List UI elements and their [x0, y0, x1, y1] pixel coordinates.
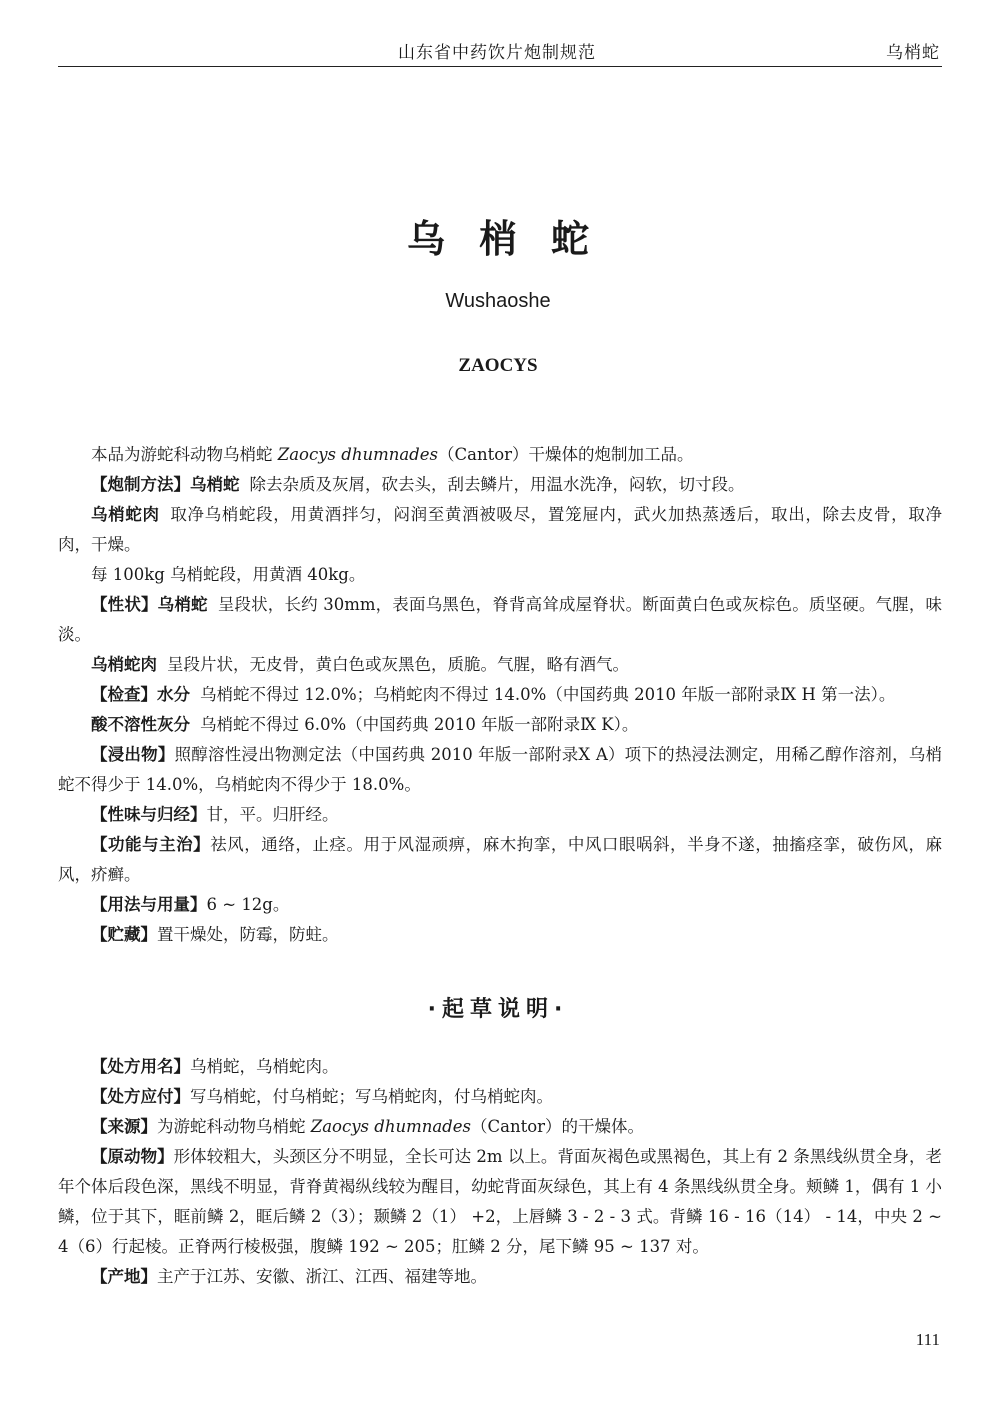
functions-text: 祛风，通络，止痉。用于风湿顽痹，麻木拘挛，中风口眼㖞斜，半身不遂，抽搐痉挛，破伤风，麻风，疥癣。	[58, 835, 943, 884]
source-text: 为游蛇科动物乌梢蛇	[157, 1117, 311, 1136]
header-rule	[58, 66, 942, 67]
animal-paragraph	[58, 1142, 942, 1262]
nature-paragraph	[58, 800, 942, 830]
dosage-text: 6 ~ 12g。	[206, 895, 290, 914]
running-header	[58, 36, 942, 70]
processing-text1: 除去杂质及灰屑，砍去头，刮去鳞片，用温水洗净，闷软，切寸段。	[249, 475, 745, 494]
source-latin: Zaocys dhumnades	[310, 1117, 471, 1136]
entry-pinyin: Wushaoshe	[445, 290, 551, 312]
characteristics-text2: 呈段片状，无皮骨，黄白色或灰黑色，质脆。气腥，略有酒气。	[167, 655, 629, 674]
origin-label: 【产地】	[91, 1267, 157, 1286]
prescription-dispense-text: 写乌梢蛇，付乌梢蛇；写乌梢蛇肉，付乌梢蛇肉。	[190, 1087, 553, 1106]
processing-ratio: 每 100kg 乌梢蛇段，用黄酒 40kg。	[91, 565, 366, 584]
section-title: ·起草说明·	[427, 997, 569, 1022]
monograph-body	[58, 440, 942, 950]
characteristics-sub1: 乌梢蛇	[157, 595, 208, 614]
intro-latin: Zaocys dhumnades	[277, 445, 438, 464]
prescription-name-text: 乌梢蛇，乌梢蛇肉。	[190, 1057, 339, 1076]
inspection-sub1: 水分	[157, 685, 190, 704]
extract-text: 照醇溶性浸出物测定法（中国药典 2010 年版一部附录Ⅹ A）项下的热浸法测定，用稀乙醇作溶剂，乌梢蛇不得少于 14.0%，乌梢蛇肉不得少于 18.0%。	[58, 745, 942, 794]
header-entry-name: 乌梢蛇	[886, 43, 940, 63]
animal-text: 形体较粗大，头颈区分不明显，全长可达 2m 以上。背面灰褐色或黑褐色，其上有 2 条黑线纵贯全身，老年个体后段色深，黑线不明显，背脊黄褐纵线较为醒目，幼蛇背面灰绿色，其上有 4 条黑线纵贯全身。颊鳞 1，偶有 1 小鳞，位于其下，眶前鳞 2，眶后鳞 2（3）；颞鳞 2（1） +2，上唇鳞 3 - 2 - 3 式。背鳞 16 - 16（14） - 14，中央 2 ~ 4（6）行起棱。正脊两行棱极强，腹鳞 192 ~ 205；肛鳞 2 分，尾下鳞 95 ~ 137 对。	[58, 1147, 943, 1256]
entry-latin-name: ZAOCYS	[458, 355, 538, 376]
origin-text: 主产于江苏、安徽、浙江、江西、福建等地。	[157, 1267, 487, 1286]
source-paragraph	[58, 1112, 942, 1142]
page-number: 111	[915, 1330, 940, 1349]
prescription-dispense-label: 【处方应付】	[91, 1087, 190, 1106]
inspection-text1: 乌梢蛇不得过 12.0%；乌梢蛇肉不得过 14.0%（中国药典 2010 年版一部附录Ⅸ H 第一法）。	[200, 685, 896, 704]
header-book-title: 山东省中药饮片炮制规范	[398, 43, 596, 63]
processing-sub2: 乌梢蛇肉	[91, 505, 160, 524]
processing-paragraph	[58, 470, 942, 500]
storage-label: 【贮藏】	[91, 925, 157, 944]
inspection-paragraph	[58, 680, 942, 710]
intro-text: 本品为游蛇科动物乌梢蛇	[91, 445, 278, 464]
characteristics-paragraph	[58, 590, 942, 650]
origin-paragraph	[58, 1262, 942, 1292]
dosage-label: 【用法与用量】	[91, 895, 207, 914]
characteristics-sub2: 乌梢蛇肉	[91, 655, 157, 674]
functions-label: 【功能与主治】	[91, 835, 211, 854]
dosage-paragraph	[58, 890, 942, 920]
inspection-label: 【检查】	[91, 685, 157, 704]
source-label: 【来源】	[91, 1117, 157, 1136]
characteristics-text1: 呈段状，长约 30mm，表面乌黑色，脊背高耸成屋脊状。断面黄白色或灰棕色。质坚硬。气腥，味淡。	[58, 595, 943, 644]
extract-label: 【浸出物】	[91, 745, 175, 764]
intro-text-end: （Cantor）干燥体的炮制加工品。	[437, 445, 694, 464]
inspection-ash-paragraph	[58, 710, 942, 740]
nature-text: 甘，平。归肝经。	[206, 805, 339, 824]
intro-paragraph	[58, 440, 942, 470]
functions-paragraph	[58, 830, 942, 890]
animal-label: 【原动物】	[91, 1147, 174, 1166]
extract-paragraph	[58, 740, 942, 800]
processing-label: 【炮制方法】	[91, 475, 190, 494]
characteristics-label: 【性状】	[91, 595, 158, 614]
storage-text: 置干燥处，防霉，防蛀。	[157, 925, 339, 944]
processing-sub1: 乌梢蛇	[190, 475, 240, 494]
prescription-name-paragraph	[58, 1052, 942, 1082]
inspection-sub2: 酸不溶性灰分	[91, 715, 190, 734]
drafting-notes	[58, 1052, 942, 1292]
source-text-end: （Cantor）的干燥体。	[470, 1117, 645, 1136]
characteristics-meat-paragraph	[58, 650, 942, 680]
prescription-dispense-paragraph	[58, 1082, 942, 1112]
entry-title: 乌梢蛇	[406, 217, 623, 261]
prescription-name-label: 【处方用名】	[91, 1057, 190, 1076]
inspection-text2: 乌梢蛇不得过 6.0%（中国药典 2010 年版一部附录Ⅸ K）。	[200, 715, 639, 734]
storage-paragraph	[58, 920, 942, 950]
processing-meat-paragraph	[58, 500, 942, 560]
processing-text2: 取净乌梢蛇段，用黄酒拌匀，闷润至黄酒被吸尽，置笼屉内，武火加热蒸透后，取出，除去皮骨，取净肉，干燥。	[58, 505, 943, 554]
nature-label: 【性味与归经】	[91, 805, 207, 824]
